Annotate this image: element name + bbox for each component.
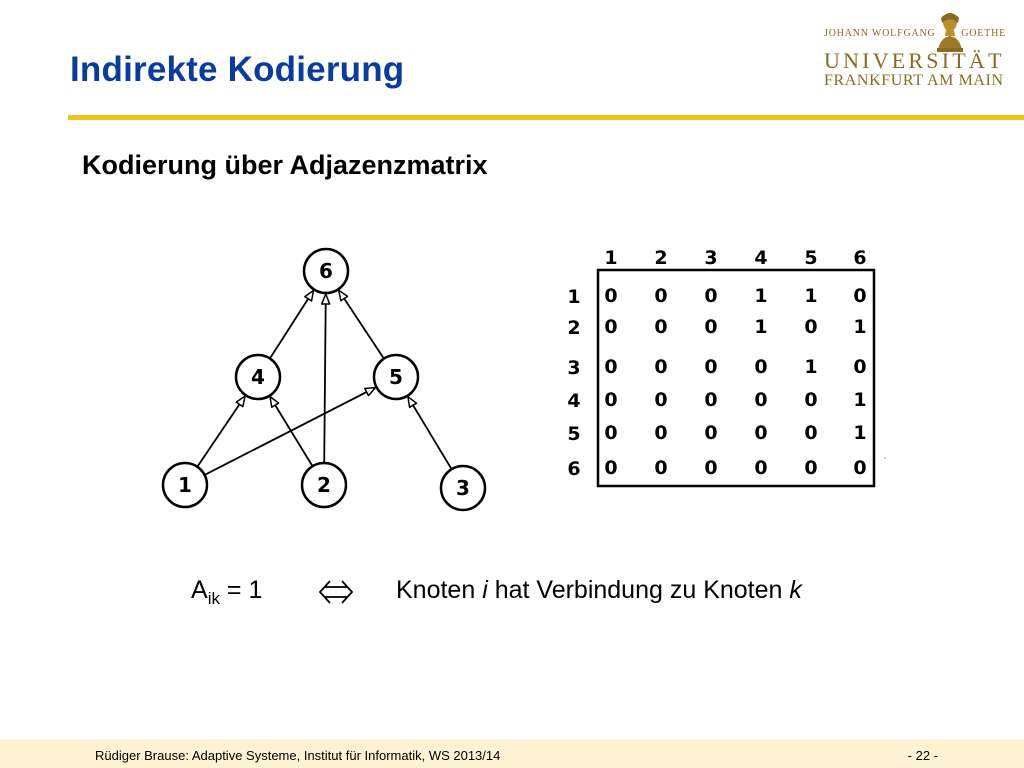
edge-5-6: [339, 290, 384, 358]
matrix-cell: 0: [704, 316, 718, 338]
logo-top-left: JOHANN WOLFGANG: [824, 28, 936, 39]
matrix-cell: 0: [654, 316, 668, 338]
matrix-cell: 0: [754, 457, 768, 479]
formula-equals: = 1: [219, 576, 263, 604]
matrix-cell: 0: [754, 356, 768, 378]
matrix-cell: 0: [604, 316, 618, 338]
node-label-3: 3: [456, 476, 470, 500]
node-6: [304, 249, 348, 293]
matrix-cell: 1: [754, 316, 768, 338]
matrix-cell: 0: [604, 356, 618, 378]
matrix-cell: 0: [754, 422, 768, 444]
matrix-column-headers: [604, 247, 866, 269]
col-header-5: 5: [804, 247, 818, 269]
matrix-cell: 0: [704, 422, 718, 444]
matrix-cell: 1: [804, 356, 818, 378]
university-logo: [818, 10, 1014, 94]
col-header-3: 3: [704, 247, 718, 269]
matrix-cell: 0: [704, 457, 718, 479]
matrix-cell: 1: [853, 389, 867, 411]
node-label-4: 4: [251, 365, 265, 389]
matrix-cell: 1: [754, 285, 768, 307]
col-header-4: 4: [754, 247, 768, 269]
graph-diagram: [150, 240, 500, 520]
edge-1-4: [197, 396, 245, 467]
node-3: [441, 466, 485, 510]
col-header-1: 1: [604, 247, 618, 269]
formula-subscript: ik: [207, 589, 220, 608]
matrix-cell: 1: [853, 316, 867, 338]
matrix-row-headers: [567, 286, 580, 480]
matrix-cell: 0: [654, 389, 668, 411]
col-header-6: 6: [853, 247, 867, 269]
node-5: [374, 355, 418, 399]
formula-rhs: [396, 576, 802, 605]
matrix-cell: 0: [804, 457, 818, 479]
node-2: [302, 463, 346, 507]
formula-rhs-text1: Knoten: [396, 576, 483, 604]
formula-line: [191, 576, 871, 616]
stray-dot: [884, 457, 886, 459]
formula-var-i: i: [482, 576, 488, 604]
formula-rhs-text2: hat Verbindung zu Knoten: [487, 576, 790, 604]
page-number: - 22 -: [907, 748, 938, 763]
matrix-cell: 0: [654, 285, 668, 307]
node-label-2: 2: [317, 473, 331, 497]
edge-2-6: [324, 294, 326, 463]
matrix-cell: 0: [704, 285, 718, 307]
logo-top-line: [824, 28, 1010, 42]
goethe-bust-icon: [935, 10, 965, 52]
footer-text: Rüdiger Brause: Adaptive Systeme, Institut für Informatik, WS 2013/14: [95, 748, 501, 763]
matrix-cell: 0: [853, 457, 867, 479]
matrix-cell: 0: [804, 316, 818, 338]
matrix-cell: 0: [754, 389, 768, 411]
node-label-1: 1: [178, 473, 192, 497]
matrix-cell: 0: [704, 356, 718, 378]
formula-var-k: k: [789, 576, 802, 604]
matrix-cell: 0: [604, 285, 618, 307]
matrix-cell: 1: [853, 422, 867, 444]
matrix-cell: 0: [804, 422, 818, 444]
node-4: [236, 355, 280, 399]
node-1: [163, 463, 207, 507]
row-header-6: 6: [567, 458, 581, 480]
row-header-3: 3: [567, 357, 581, 379]
row-header-1: 1: [567, 286, 581, 308]
row-header-4: 4: [567, 390, 581, 412]
matrix-cell: 0: [604, 457, 618, 479]
row-header-2: 2: [567, 317, 581, 339]
edge-3-5: [408, 397, 452, 469]
title-divider: [68, 115, 1024, 120]
matrix-cell: 0: [804, 389, 818, 411]
footer-bar: [0, 739, 1024, 768]
matrix-cell: 0: [853, 285, 867, 307]
formula-symbol: A: [191, 576, 208, 604]
formula-lhs: [191, 576, 262, 609]
matrix-cell: 0: [654, 457, 668, 479]
matrix-cell: 0: [654, 422, 668, 444]
edge-1-5: [205, 387, 376, 474]
double-arrow-icon: [318, 578, 354, 606]
logo-university: UNIVERSITÄT: [824, 48, 1005, 73]
matrix-cells: [604, 285, 866, 479]
matrix-cell: 1: [804, 285, 818, 307]
col-header-2: 2: [654, 247, 668, 269]
logo-top-right: GOETHE: [961, 28, 1006, 39]
matrix-cell: 0: [853, 356, 867, 378]
adjacency-matrix: [555, 240, 895, 500]
matrix-cell: 0: [604, 422, 618, 444]
row-header-5: 5: [567, 423, 581, 445]
edge-2-4: [270, 397, 313, 467]
matrix-cell: 0: [704, 389, 718, 411]
node-label-5: 5: [389, 365, 403, 389]
matrix-cell: 0: [604, 389, 618, 411]
slide-title: Indirekte Kodierung: [70, 50, 405, 89]
logo-city: FRANKFURT AM MAIN: [824, 72, 1004, 89]
matrix-cell: 0: [654, 356, 668, 378]
matrix-frame: [598, 270, 874, 486]
node-label-6: 6: [319, 259, 333, 283]
slide-subtitle: Kodierung über Adjazenzmatrix: [82, 150, 488, 180]
edge-4-6: [270, 290, 314, 358]
